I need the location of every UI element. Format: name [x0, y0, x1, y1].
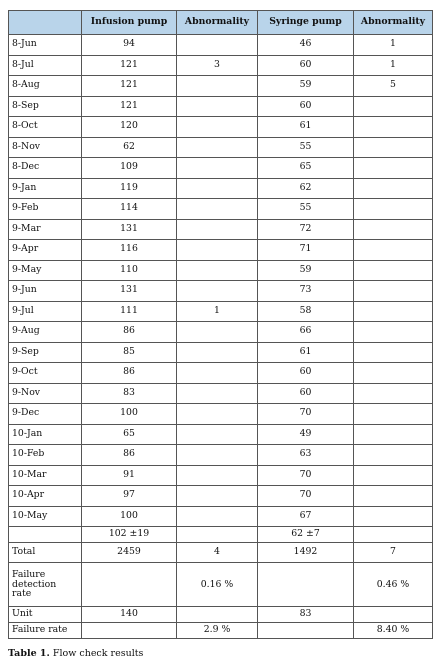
cell-syringe: 59: [258, 260, 354, 281]
cell-syringe: 73: [258, 281, 354, 302]
cell-abn-infusion: [177, 424, 258, 445]
cell-abn-syringe: [354, 96, 433, 117]
cell-syringe: 59: [258, 76, 354, 97]
table-row: [9, 55, 433, 76]
cell-month: 9-Dec: [9, 404, 82, 425]
cell-infusion: 91: [82, 465, 177, 486]
cell-abn-infusion: [177, 383, 258, 404]
table-row: [9, 35, 433, 56]
cell-abn-syringe: [354, 178, 433, 199]
cell-abn-infusion: [177, 96, 258, 117]
cell-abn-infusion: [177, 219, 258, 240]
cell-syringe: 71: [258, 240, 354, 261]
cell-syringe: 55: [258, 199, 354, 220]
cell-month: 9-Aug: [9, 322, 82, 343]
table-row: [9, 465, 433, 486]
unit-label: Unit: [9, 607, 82, 623]
cell-abn-syringe: [354, 445, 433, 466]
cell-abn-syringe: [354, 301, 433, 322]
total-abn-syringe: 7: [354, 543, 433, 563]
cell-month: 8-Aug: [9, 76, 82, 97]
table-row: [9, 240, 433, 261]
cell-abn-infusion: [177, 486, 258, 507]
cell-infusion: 114: [82, 199, 177, 220]
cell-month: 9-Jul: [9, 301, 82, 322]
cell-month: 10-Mar: [9, 465, 82, 486]
cell-infusion: 119: [82, 178, 177, 199]
cell-infusion: 111: [82, 301, 177, 322]
cell-infusion: 116: [82, 240, 177, 261]
cell-infusion: 97: [82, 486, 177, 507]
table-row: [9, 96, 433, 117]
failure-rate-infusion: [82, 623, 177, 639]
cell-abn-infusion: [177, 260, 258, 281]
table-row: [9, 281, 433, 302]
cell-abn-syringe: [354, 322, 433, 343]
unit-abn-syringe: [354, 607, 433, 623]
cell-month: 9-Jan: [9, 178, 82, 199]
cell-syringe: 60: [258, 55, 354, 76]
cell-abn-syringe: [354, 137, 433, 158]
mean-row: [9, 527, 433, 543]
cell-infusion: 83: [82, 383, 177, 404]
mean-syringe: 62 ±7: [258, 527, 354, 543]
cell-syringe: 60: [258, 363, 354, 384]
header-syringe-pump: Syringe pump: [258, 11, 354, 35]
failure-rate-label: Failure rate: [9, 623, 82, 639]
cell-syringe: 61: [258, 342, 354, 363]
failure-rate-abn-syringe: 8.40 %: [354, 623, 433, 639]
table-row: [9, 383, 433, 404]
cell-infusion: 100: [82, 404, 177, 425]
cell-abn-infusion: [177, 281, 258, 302]
cell-abn-infusion: [177, 117, 258, 138]
cell-month: 9-Oct: [9, 363, 82, 384]
flow-check-table: [8, 10, 433, 639]
cell-abn-syringe: [354, 465, 433, 486]
caption-text: Flow check results: [52, 648, 144, 659]
total-row: [9, 543, 433, 563]
cell-infusion: 100: [82, 506, 177, 527]
cell-month: 8-Nov: [9, 137, 82, 158]
table-row: [9, 219, 433, 240]
table-row: [9, 322, 433, 343]
cell-syringe: 67: [258, 506, 354, 527]
failure-detection-row: [9, 563, 433, 607]
cell-abn-syringe: [354, 404, 433, 425]
cell-month: 10-Apr: [9, 486, 82, 507]
cell-syringe: 72: [258, 219, 354, 240]
cell-abn-syringe: [354, 240, 433, 261]
cell-month: 8-Sep: [9, 96, 82, 117]
unit-syringe: 83: [258, 607, 354, 623]
cell-month: 8-Dec: [9, 158, 82, 179]
total-infusion: 2459: [82, 543, 177, 563]
cell-abn-infusion: [177, 199, 258, 220]
table-body: [9, 35, 433, 639]
cell-infusion: 131: [82, 219, 177, 240]
cell-syringe: 60: [258, 383, 354, 404]
table-row: [9, 260, 433, 281]
cell-abn-infusion: 3: [177, 55, 258, 76]
cell-syringe: 63: [258, 445, 354, 466]
cell-abn-syringe: [354, 117, 433, 138]
cell-abn-infusion: [177, 178, 258, 199]
unit-row: [9, 607, 433, 623]
cell-month: 10-May: [9, 506, 82, 527]
cell-infusion: 131: [82, 281, 177, 302]
cell-month: 8-Jul: [9, 55, 82, 76]
cell-abn-infusion: [177, 342, 258, 363]
header-abnormality-infusion: Abnormality: [177, 11, 258, 35]
table-row: [9, 486, 433, 507]
table-row: [9, 363, 433, 384]
table-row: [9, 424, 433, 445]
cell-infusion: 121: [82, 76, 177, 97]
table-row: [9, 445, 433, 466]
failure-rate-syringe: [258, 623, 354, 639]
cell-infusion: 85: [82, 342, 177, 363]
cell-abn-syringe: [354, 486, 433, 507]
header-infusion-pump: Infusion pump: [82, 11, 177, 35]
cell-month: 9-May: [9, 260, 82, 281]
unit-infusion: 140: [82, 607, 177, 623]
cell-infusion: 110: [82, 260, 177, 281]
cell-infusion: 62: [82, 137, 177, 158]
table-row: [9, 178, 433, 199]
cell-abn-infusion: [177, 76, 258, 97]
cell-syringe: 65: [258, 158, 354, 179]
table-row: [9, 76, 433, 97]
cell-abn-syringe: 1: [354, 35, 433, 56]
cell-syringe: 58: [258, 301, 354, 322]
table-row: [9, 137, 433, 158]
cell-infusion: 86: [82, 445, 177, 466]
cell-month: 9-Mar: [9, 219, 82, 240]
cell-abn-infusion: [177, 240, 258, 261]
table-header-row: [9, 11, 433, 35]
cell-abn-infusion: [177, 137, 258, 158]
table-row: [9, 404, 433, 425]
cell-syringe: 60: [258, 96, 354, 117]
cell-syringe: 55: [258, 137, 354, 158]
table-row: [9, 158, 433, 179]
mean-abn-syringe: [354, 527, 433, 543]
cell-month: 9-Sep: [9, 342, 82, 363]
cell-abn-syringe: [354, 260, 433, 281]
cell-abn-syringe: [354, 281, 433, 302]
table-row: [9, 506, 433, 527]
cell-syringe: 46: [258, 35, 354, 56]
cell-syringe: 70: [258, 404, 354, 425]
cell-infusion: 109: [82, 158, 177, 179]
unit-abn-infusion: [177, 607, 258, 623]
caption-label: Table 1.: [8, 648, 50, 659]
table-row: [9, 301, 433, 322]
failure-rate-row: [9, 623, 433, 639]
cell-abn-syringe: [354, 158, 433, 179]
cell-infusion: 86: [82, 363, 177, 384]
failure-rate-abn-infusion: 2.9 %: [177, 623, 258, 639]
failure-detection-label: Failure detection rate: [9, 563, 82, 607]
cell-infusion: 120: [82, 117, 177, 138]
table-row: [9, 342, 433, 363]
mean-infusion: 102 ±19: [82, 527, 177, 543]
cell-abn-infusion: [177, 506, 258, 527]
cell-abn-infusion: [177, 445, 258, 466]
failure-detection-infusion: [82, 563, 177, 607]
cell-month: 10-Jan: [9, 424, 82, 445]
cell-syringe: 61: [258, 117, 354, 138]
cell-abn-syringe: [354, 342, 433, 363]
cell-month: 10-Feb: [9, 445, 82, 466]
failure-detection-syringe: [258, 563, 354, 607]
cell-abn-infusion: 1: [177, 301, 258, 322]
cell-abn-syringe: [354, 199, 433, 220]
table-row: [9, 117, 433, 138]
cell-syringe: 49: [258, 424, 354, 445]
header-abnormality-syringe: Abnormality: [354, 11, 433, 35]
cell-month: 9-Jun: [9, 281, 82, 302]
cell-syringe: 70: [258, 486, 354, 507]
cell-month: 8-Oct: [9, 117, 82, 138]
cell-abn-infusion: [177, 35, 258, 56]
cell-month: 8-Jun: [9, 35, 82, 56]
cell-abn-infusion: [177, 363, 258, 384]
mean-abn-infusion: [177, 527, 258, 543]
cell-syringe: 66: [258, 322, 354, 343]
failure-detection-abn-infusion: 0.16 %: [177, 563, 258, 607]
cell-abn-syringe: [354, 506, 433, 527]
cell-syringe: 62: [258, 178, 354, 199]
cell-abn-syringe: [354, 383, 433, 404]
table-row: [9, 199, 433, 220]
cell-infusion: 121: [82, 96, 177, 117]
total-label: Total: [9, 543, 82, 563]
table-caption: [8, 648, 143, 659]
cell-infusion: 86: [82, 322, 177, 343]
cell-abn-infusion: [177, 404, 258, 425]
cell-abn-infusion: [177, 158, 258, 179]
cell-syringe: 70: [258, 465, 354, 486]
cell-abn-infusion: [177, 465, 258, 486]
mean-label: [9, 527, 82, 543]
cell-month: 9-Feb: [9, 199, 82, 220]
cell-abn-syringe: [354, 424, 433, 445]
cell-abn-syringe: 1: [354, 55, 433, 76]
total-abn-infusion: 4: [177, 543, 258, 563]
cell-infusion: 65: [82, 424, 177, 445]
header-corner: [9, 11, 82, 35]
cell-infusion: 94: [82, 35, 177, 56]
cell-infusion: 121: [82, 55, 177, 76]
cell-abn-syringe: 5: [354, 76, 433, 97]
cell-month: 9-Apr: [9, 240, 82, 261]
cell-abn-syringe: [354, 363, 433, 384]
failure-detection-abn-syringe: 0.46 %: [354, 563, 433, 607]
cell-abn-infusion: [177, 322, 258, 343]
cell-abn-syringe: [354, 219, 433, 240]
cell-month: 9-Nov: [9, 383, 82, 404]
total-syringe: 1492: [258, 543, 354, 563]
